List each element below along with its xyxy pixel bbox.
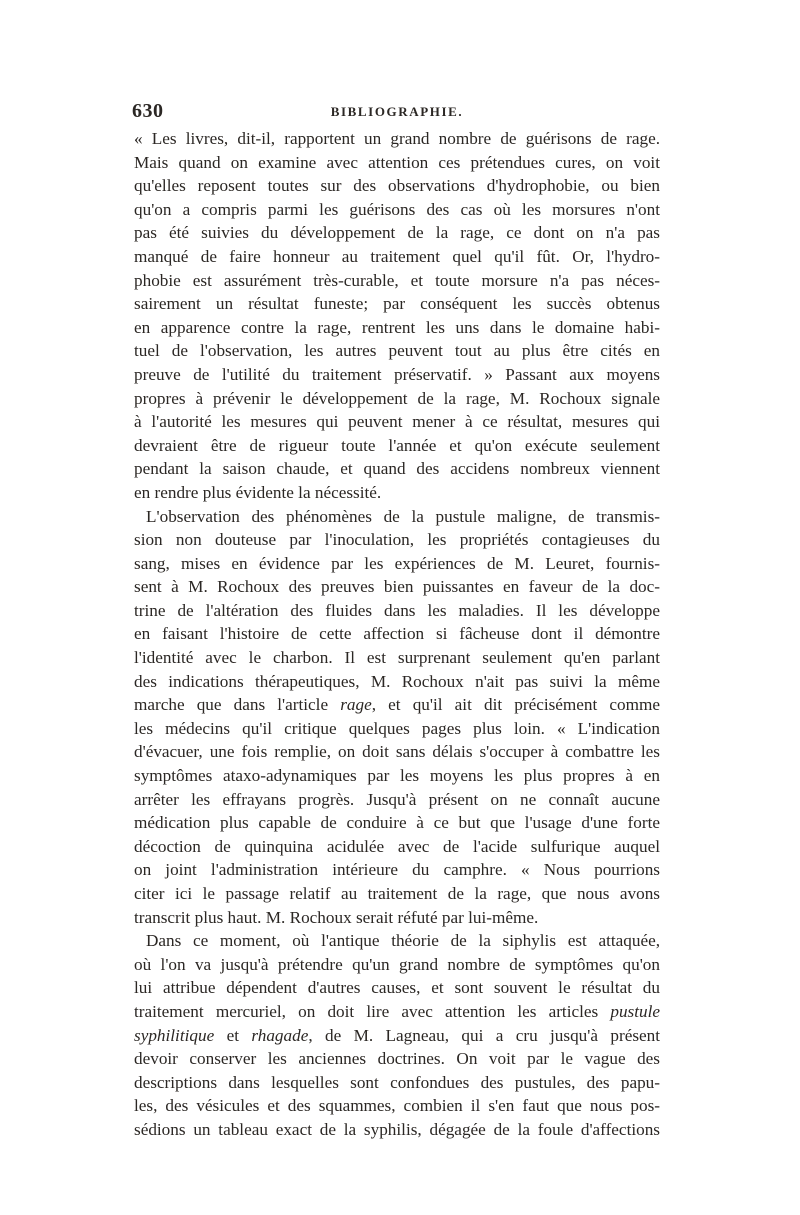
text-line: sédions un tableau exact de la syphilis, dégagée de la foule d'affections — [134, 1119, 660, 1139]
text-line: lui attribue dépendent d'autres causes, et sont souvent le résultat du — [134, 978, 660, 998]
body-text — [134, 127, 660, 1142]
text-line: l'identité avec le charbon. Il est surprenant seulement qu'en parlant — [134, 648, 660, 668]
text-line: à l'autorité les mesures qui peuvent mener à ce résultat, mesures qui — [134, 412, 660, 432]
text-line: en rendre plus évidente la nécessité. — [134, 482, 382, 502]
text-line: pas été suivies du développement de la rage, ce dont on n'a pas — [134, 223, 660, 243]
text-line: où l'on va jusqu'à prétendre qu'un grand nombre de symptômes qu'on — [134, 954, 660, 974]
text-line: manqué de faire honneur au traitement quel qu'il fût. Or, l'hydro- — [134, 246, 660, 266]
text-line: médication plus capable de conduire à ce but que l'usage d'une forte — [134, 813, 660, 833]
text-line: preuve de l'utilité du traitement préservatif. » Passant aux moyens — [134, 364, 660, 384]
text-line: symptômes ataxo-adynamiques par les moyens les plus propres à en — [134, 766, 660, 786]
text-line: trine de l'altération des fluides dans les maladies. Il les développe — [134, 600, 660, 620]
text-line: des indications thérapeutiques, M. Rochoux n'ait pas suivi la même — [134, 671, 660, 691]
text-line: qu'on a compris parmi les guérisons des cas où les morsures n'ont — [134, 199, 660, 219]
text-line: pendant la saison chaude, et quand des accidens nombreux viennent — [134, 459, 660, 479]
text-line: traitement mercuriel, on doit lire avec attention les articles pustule — [134, 1001, 660, 1021]
text-line: devraient être de rigueur toute l'année et qu'on exécute seulement — [134, 435, 660, 455]
text-line: sang, mises en évidence par les expériences de M. Leuret, fournis- — [134, 553, 660, 573]
text-line: arrêter les effrayans progrès. Jusqu'à présent on ne connaît aucune — [134, 789, 660, 809]
text-line: Mais quand on examine avec attention ces prétendues cures, on voit — [134, 152, 660, 172]
page-number: 630 — [132, 100, 164, 122]
text-line: « Les livres, dit-il, rapportent un grand nombre de guérisons de rage. — [134, 129, 660, 148]
text-line: tuel de l'observation, les autres peuvent tout au plus être cités en — [134, 341, 660, 361]
text-line: sairement un résultat funeste; par conséquent les succès obtenus — [134, 294, 660, 314]
text-line: en faisant l'histoire de cette affection si fâcheuse dont il démontre — [134, 624, 660, 644]
text-line: sion non douteuse par l'inoculation, les propriétés contagieuses du — [134, 530, 660, 550]
text-line: marche que dans l'article rage, et qu'il ait dit précisément comme — [134, 695, 660, 715]
text-line: on joint l'administration intérieure du camphre. « Nous pourrions — [134, 860, 660, 880]
text-line: devoir conserver les anciennes doctrines. On voit par le vague des — [134, 1049, 660, 1069]
text-line: qu'elles reposent toutes sur des observations d'hydrophobie, ou bien — [134, 176, 660, 196]
text-line: L'observation des phénomènes de la pustule maligne, de transmis- — [146, 506, 660, 526]
text-line: Dans ce moment, où l'antique théorie de la siphylis est attaquée, — [146, 931, 660, 951]
text-line: sent à M. Rochoux des preuves bien puissantes en faveur de la doc- — [134, 577, 660, 597]
text-line: propres à prévenir le développement de la rage, M. Rochoux signale — [134, 388, 660, 408]
text-line: transcrit plus haut. M. Rochoux serait réfuté par lui-même. — [134, 907, 539, 927]
text-line: d'évacuer, une fois remplie, on doit sans délais s'occuper à combattre les — [134, 742, 660, 762]
text-line: citer ici le passage relatif au traitement de la rage, que nous avons — [134, 884, 660, 903]
running-head: BIBLIOGRAPHIE. — [330, 104, 464, 119]
page-header — [132, 100, 662, 126]
text-line: phobie est assurément très-curable, et toute morsure n'a pas néces- — [134, 270, 660, 290]
text-line: décoction de quinquina acidulée avec de l'acide sulfurique auquel — [134, 836, 660, 856]
text-line: les médecins qu'il critique quelques pages plus loin. « L'indication — [134, 718, 660, 738]
text-line: les, des vésicules et des squammes, combien il s'en faut que nous pos- — [134, 1096, 660, 1116]
text-line: syphilitique et rhagade, de M. Lagneau, qui a cru jusqu'à présent — [134, 1025, 660, 1045]
text-line: descriptions dans lesquelles sont confondues des pustules, des papu- — [134, 1072, 660, 1092]
text-line: en apparence contre la rage, rentrent les uns dans le domaine habi- — [134, 317, 660, 337]
